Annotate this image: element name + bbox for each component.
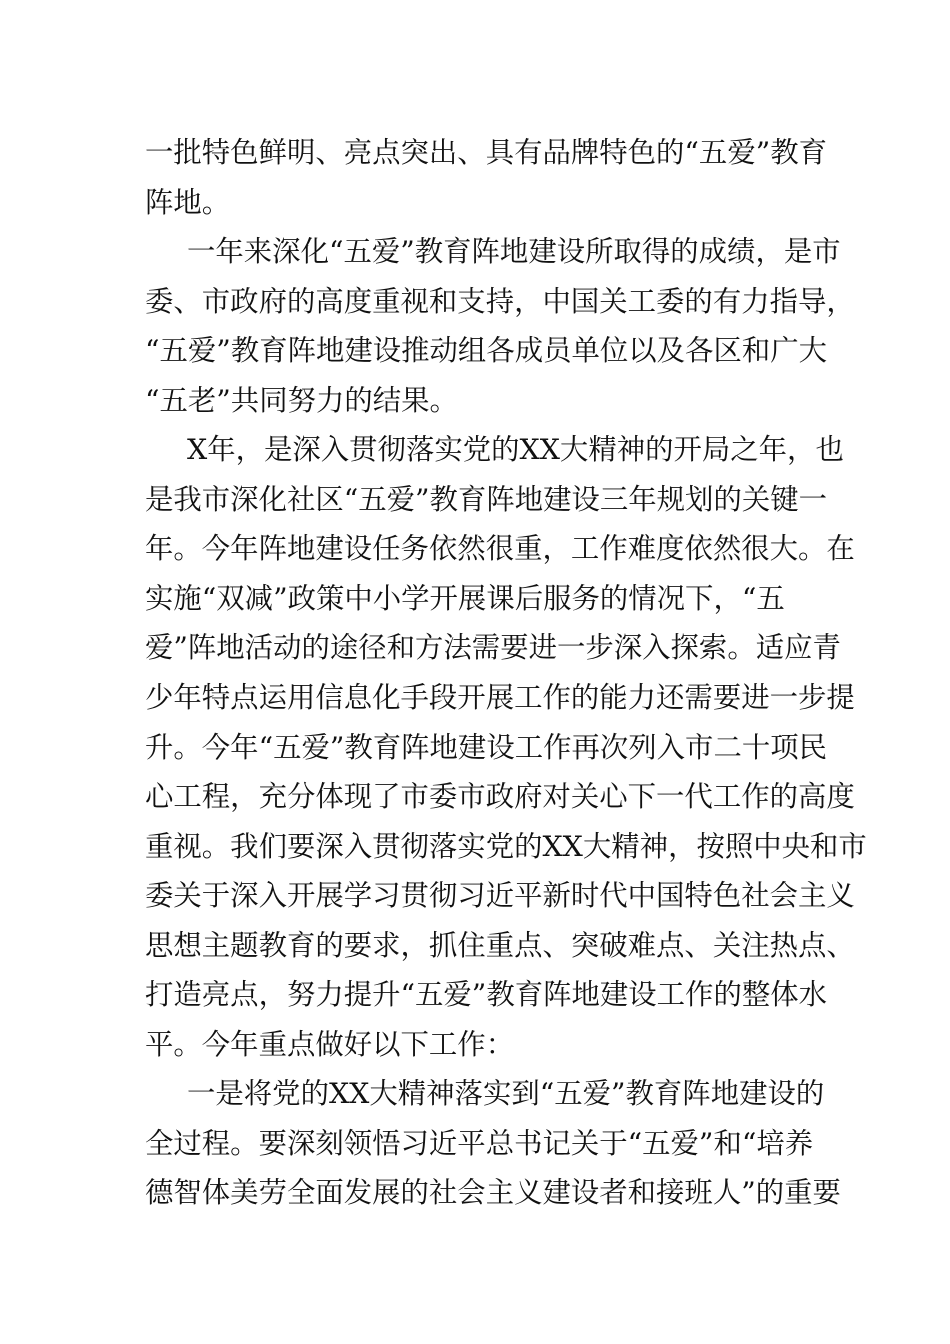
paragraph-first-line: 一是将党的XX大精神落实到“五爱”教育阵地建设的 [187,1077,825,1111]
text-line: 德智体美劳全面发展的社会主义建设者和接班人”的重要 [145,1176,841,1210]
text-line: 委、市政府的高度重视和支持，中国关工委的有力指导， [145,284,855,318]
paragraph-first-line: X年，是深入贯彻落实党的XX大精神的开局之年，也 [187,433,844,467]
text-line: 心工程，充分体现了市委市政府对关心下一代工作的高度 [145,780,855,814]
text-line: 年。今年阵地建设任务依然很重，工作难度依然很大。在 [145,532,855,566]
text-line: 平。今年重点做好以下工作： [145,1027,515,1061]
text-line: 一批特色鲜明、亮点突出、具有品牌特色的“五爱”教育 [145,136,828,169]
text-line: “五爱”教育阵地建设推动组各成员单位以及各区和广大 [145,334,828,368]
text-line: 阵地。 [145,185,231,219]
text-line: 升。今年“五爱”教育阵地建设工作再次列入市二十项民 [145,730,828,764]
text-line: 重视。我们要深入贯彻落实党的XX大精神，按照中央和市 [145,829,867,863]
text-line: 全过程。要深刻领悟习近平总书记关于“五爱”和“培养 [145,1126,814,1160]
text-line: 爱”阵地活动的途径和方法需要进一步深入探索。适应青 [145,631,841,665]
document-body [145,128,867,1218]
text-line: 打造亮点，努力提升“五爱”教育阵地建设工作的整体水 [145,978,828,1012]
text-line: 少年特点运用信息化手段开展工作的能力还需要进一步提 [145,681,855,715]
text-line: 委关于深入开展学习贯彻习近平新时代中国特色社会主义 [145,879,855,913]
paragraph-first-line: 一年来深化“五爱”教育阵地建设所取得的成绩，是市 [187,235,841,269]
text-line: “五老”共同努力的结果。 [145,383,458,417]
text-line: 实施“双减”政策中小学开展课后服务的情况下，“五 [145,581,785,615]
text-line: 思想主题教育的要求，抓住重点、突破难点、关注热点、 [145,928,855,962]
text-line: 是我市深化社区“五爱”教育阵地建设三年规划的关键一 [145,482,828,516]
